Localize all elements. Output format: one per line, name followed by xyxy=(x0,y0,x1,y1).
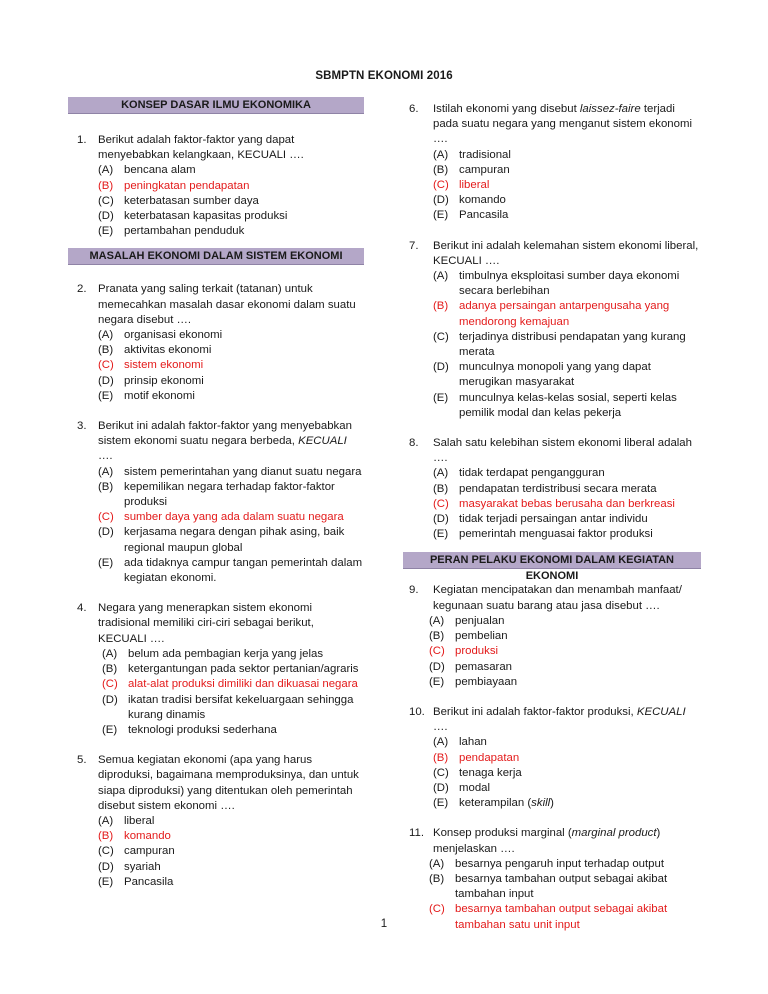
option xyxy=(433,512,701,527)
option xyxy=(98,163,364,178)
option-text: adanya persaingan antarpengusaha yang mendorong kemajuan xyxy=(459,300,670,328)
option xyxy=(429,614,701,629)
option-label: (B) xyxy=(429,630,445,643)
option-text: modal xyxy=(459,781,491,794)
option-text: Pancasila xyxy=(459,209,509,222)
question-9 xyxy=(403,583,701,689)
question-number: 8. xyxy=(409,437,419,450)
options xyxy=(98,814,364,890)
option-text: Pancasila xyxy=(124,875,174,888)
option-label: (A) xyxy=(433,467,449,480)
options xyxy=(433,466,701,542)
option-label: (C) xyxy=(433,179,449,192)
option-label: (C) xyxy=(429,645,445,658)
option xyxy=(429,857,701,872)
option-text: syariah xyxy=(124,860,161,873)
question-text: Negara yang menerapkan sistem ekonomi tradisional memiliki ciri-ciri sebagai berikut, KECUALI …. xyxy=(98,602,314,645)
option-label: (B) xyxy=(98,344,114,357)
question-text: Istilah ekonomi yang disebut laissez-faire terjadi pada suatu negara yang menganut sistem ekonomi …. xyxy=(433,103,692,146)
option-text: tidak terjadi persaingan antar individu xyxy=(459,513,648,526)
question-text: Kegiatan mencipatakan dan menambah manfaat/ kegunaan suatu barang atau jasa disebut …. xyxy=(433,584,682,612)
option xyxy=(98,179,364,194)
option xyxy=(433,178,701,193)
option xyxy=(98,224,364,239)
options xyxy=(98,465,364,587)
question-10 xyxy=(403,705,701,811)
option xyxy=(433,148,701,163)
option-text: peningkatan pendapatan xyxy=(124,179,250,192)
question-number: 2. xyxy=(77,283,87,296)
option xyxy=(433,482,701,497)
option xyxy=(433,796,701,811)
options xyxy=(433,735,701,811)
option-text: pemasaran xyxy=(455,660,512,673)
option-label: (A) xyxy=(433,270,449,283)
question-4 xyxy=(68,601,364,738)
question-number: 4. xyxy=(77,602,87,615)
question-3 xyxy=(68,419,364,586)
option-label: (C) xyxy=(433,497,449,510)
question-text: Konsep produksi marginal (marginal product) menjelaskan …. xyxy=(433,827,661,855)
option-label: (E) xyxy=(433,391,449,404)
option xyxy=(433,766,701,781)
question-8 xyxy=(403,436,701,542)
option-text: prinsip ekonomi xyxy=(124,374,204,387)
option xyxy=(429,872,701,902)
option-text: pemerintah menguasai faktor produksi xyxy=(459,528,653,541)
option-text: ketergantungan pada sektor pertanian/agraris xyxy=(128,663,359,676)
option-label: (D) xyxy=(102,693,118,706)
option xyxy=(98,829,364,844)
option-text: belum ada pembagian kerja yang jelas xyxy=(128,647,324,660)
options xyxy=(429,614,701,690)
option-text: komando xyxy=(124,830,171,843)
option xyxy=(102,677,364,692)
option xyxy=(433,391,701,421)
option-label: (B) xyxy=(429,872,445,885)
option xyxy=(433,163,701,178)
option xyxy=(433,497,701,512)
options xyxy=(98,328,364,404)
option-text: pendapatan xyxy=(459,751,520,764)
option-label: (B) xyxy=(98,830,114,843)
option-label: (B) xyxy=(433,163,449,176)
option-label: (A) xyxy=(98,164,114,177)
option-label: (B) xyxy=(433,300,449,313)
option-text: timbulnya eksploitasi sumber daya ekonomi secara berlebihan xyxy=(459,270,680,298)
option-label: (C) xyxy=(429,903,445,916)
option-label: (D) xyxy=(98,526,114,539)
option xyxy=(429,660,701,675)
option-label: (B) xyxy=(433,482,449,495)
options xyxy=(433,148,701,224)
option-text: sistem ekonomi xyxy=(124,359,204,372)
option xyxy=(98,194,364,209)
question-text: Berikut adalah faktor-faktor yang dapat menyebabkan kelangkaan, KECUALI …. xyxy=(98,134,304,162)
option-text: sistem pemerintahan yang dianut suatu negara xyxy=(124,465,362,478)
option xyxy=(433,781,701,796)
option-label: (D) xyxy=(429,660,445,673)
left-column xyxy=(68,97,364,890)
option-text: aktivitas ekonomi xyxy=(124,344,212,357)
document-title: SBMPTN EKONOMI 2016 xyxy=(315,70,453,82)
option xyxy=(98,556,364,586)
question-number: 6. xyxy=(409,103,419,115)
option xyxy=(98,814,364,829)
option-label: (C) xyxy=(433,766,449,779)
question-text: Berikut ini adalah faktor-faktor yang menyebabkan sistem ekonomi suatu negara berbeda, KECUALI …. xyxy=(98,420,352,463)
option-label: (D) xyxy=(433,513,449,526)
option xyxy=(102,723,364,738)
option-label: (D) xyxy=(433,361,449,374)
option xyxy=(98,480,364,510)
section-header: KONSEP DASAR ILMU EKONOMIKA xyxy=(68,97,364,114)
option-text: campuran xyxy=(459,163,510,176)
section-header: MASALAH EKONOMI DALAM SISTEM EKONOMI xyxy=(68,248,364,265)
option-text: organisasi ekonomi xyxy=(124,329,223,342)
option-label: (D) xyxy=(98,860,114,873)
option xyxy=(433,299,701,329)
option xyxy=(98,510,364,525)
option-label: (D) xyxy=(98,374,114,387)
option-label: (A) xyxy=(429,614,445,627)
option-text: produksi xyxy=(455,645,499,658)
option-text: keterampilan (skill) xyxy=(459,797,554,810)
option-label: (A) xyxy=(102,647,118,660)
option xyxy=(98,209,364,224)
option-label: (D) xyxy=(433,781,449,794)
option-text: munculnya kelas-kelas sosial, seperti kelas pemilik modal dan kelas pekerja xyxy=(459,391,677,419)
option-text: besarnya tambahan output sebagai akibat tambahan input xyxy=(455,872,668,901)
option xyxy=(429,675,701,690)
option xyxy=(98,860,364,875)
option-label: (E) xyxy=(433,797,449,810)
option-label: (C) xyxy=(98,194,114,207)
option-label: (E) xyxy=(102,723,118,736)
option-text: masyarakat bebas berusaha dan berkreasi xyxy=(459,497,675,510)
option xyxy=(98,875,364,890)
right-column xyxy=(403,102,701,933)
option-text: pembelian xyxy=(455,630,508,643)
option-label: (D) xyxy=(98,210,114,223)
option-label: (E) xyxy=(429,675,445,688)
option xyxy=(98,465,364,480)
option-text: sumber daya yang ada dalam suatu negara xyxy=(124,511,344,524)
option-label: (C) xyxy=(433,330,449,343)
option xyxy=(429,629,701,644)
option xyxy=(433,735,701,750)
question-2 xyxy=(68,282,364,404)
option xyxy=(102,647,364,662)
question-number: 5. xyxy=(77,754,87,767)
option-text: tradisional xyxy=(459,148,511,161)
option-label: (B) xyxy=(102,663,118,676)
option-text: kerjasama negara dengan pihak asing, baik regional maupun global xyxy=(124,526,345,554)
option-label: (C) xyxy=(102,678,118,691)
question-text: Semua kegiatan ekonomi (apa yang harus diproduksi, bagaimana memproduksinya, dan untuk siapa diproduksi) yang ditentukan oleh pemerintah disebut sistem ekonomi …. xyxy=(98,754,359,812)
option-text: pembiayaan xyxy=(455,675,518,688)
option-text: tenaga kerja xyxy=(459,766,522,779)
option xyxy=(98,844,364,859)
option-text: pertambahan penduduk xyxy=(124,225,245,238)
question-number: 11. xyxy=(409,827,424,840)
question-text: Berikut ini adalah kelemahan sistem ekonomi liberal, KECUALI …. xyxy=(433,239,699,267)
question-text: Salah satu kelebihan sistem ekonomi liberal adalah …. xyxy=(433,437,692,465)
option-label: (A) xyxy=(433,148,449,161)
question-number: 7. xyxy=(409,239,419,252)
option-label: (B) xyxy=(433,751,449,764)
option-text: motif ekonomi xyxy=(124,389,195,402)
option xyxy=(98,343,364,358)
option-text: ikatan tradisi bersifat kekeluargaan sehingga kurang dinamis xyxy=(128,693,354,721)
option-label: (E) xyxy=(98,556,114,569)
option-label: (A) xyxy=(98,329,114,342)
question-number: 1. xyxy=(77,134,87,146)
option-text: terjadinya distribusi pendapatan yang kurang merata xyxy=(459,330,686,359)
option-label: (E) xyxy=(433,528,449,541)
question-text: Berikut ini adalah faktor-faktor produksi, KECUALI …. xyxy=(433,705,686,734)
option-label: (C) xyxy=(98,359,114,372)
option-label: (D) xyxy=(433,194,449,207)
option xyxy=(433,466,701,481)
options xyxy=(433,269,701,421)
option xyxy=(98,374,364,389)
option-label: (B) xyxy=(98,480,114,493)
option-text: lahan xyxy=(459,736,487,749)
option-text: tidak terdapat pengangguran xyxy=(459,467,605,480)
option xyxy=(433,527,701,542)
question-11 xyxy=(403,826,701,932)
option-text: alat-alat produksi dimiliki dan dikuasai negara xyxy=(128,678,358,691)
question-6 xyxy=(403,102,701,224)
option xyxy=(98,389,364,404)
option-label: (C) xyxy=(98,511,114,524)
question-number: 10. xyxy=(409,705,425,718)
option-label: (C) xyxy=(98,845,114,858)
option-label: (A) xyxy=(429,857,445,870)
option-label: (E) xyxy=(98,225,114,238)
option-label: (E) xyxy=(98,389,114,402)
option-text: keterbatasan kapasitas produksi xyxy=(124,210,288,223)
option xyxy=(98,328,364,343)
option xyxy=(433,208,701,223)
question-5 xyxy=(68,753,364,890)
question-number: 9. xyxy=(409,584,419,597)
page-number: 1 xyxy=(380,918,388,930)
option-text: pendapatan terdistribusi secara merata xyxy=(459,482,657,495)
question-number: 3. xyxy=(77,420,87,433)
option-text: besarnya tambahan output sebagai akibat tambahan satu unit input xyxy=(455,903,668,931)
option xyxy=(433,360,701,390)
question-7 xyxy=(403,239,701,421)
option xyxy=(102,662,364,677)
option-text: liberal xyxy=(124,814,155,827)
option xyxy=(433,193,701,208)
option-label: (B) xyxy=(98,179,114,192)
option-text: penjualan xyxy=(455,614,505,627)
option xyxy=(98,358,364,373)
option-text: campuran xyxy=(124,845,175,858)
option-text: besarnya pengaruh input terhadap output xyxy=(455,857,664,870)
option xyxy=(433,330,701,360)
question-text: Pranata yang saling terkait (tatanan) untuk memecahkan masalah dasar ekonomi dalam suatu negara disebut …. xyxy=(98,283,356,326)
options xyxy=(102,647,364,738)
option-text: keterbatasan sumber daya xyxy=(124,194,259,207)
option-text: ada tidaknya campur tangan pemerintah dalam kegiatan ekonomi. xyxy=(124,556,363,585)
options xyxy=(98,163,364,239)
option-label: (E) xyxy=(433,209,449,222)
option xyxy=(433,269,701,299)
option xyxy=(98,525,364,555)
option-text: bencana alam xyxy=(124,164,196,177)
option xyxy=(433,751,701,766)
option-label: (A) xyxy=(433,736,449,749)
option-text: liberal xyxy=(459,179,490,192)
option-text: munculnya monopoli yang yang dapat merugikan masyarakat xyxy=(459,361,651,389)
option-text: teknologi produksi sederhana xyxy=(128,723,277,736)
option-label: (A) xyxy=(98,814,114,827)
question-1 xyxy=(68,133,364,239)
section-header: PERAN PELAKU EKONOMI DALAM KEGIATAN EKONOMI xyxy=(403,552,701,569)
option-label: (A) xyxy=(98,465,114,478)
option-text: komando xyxy=(459,194,506,207)
option xyxy=(102,693,364,723)
option-text: kepemilikan negara terhadap faktor-faktor produksi xyxy=(124,480,335,509)
option xyxy=(429,644,701,659)
option-label: (E) xyxy=(98,875,114,888)
